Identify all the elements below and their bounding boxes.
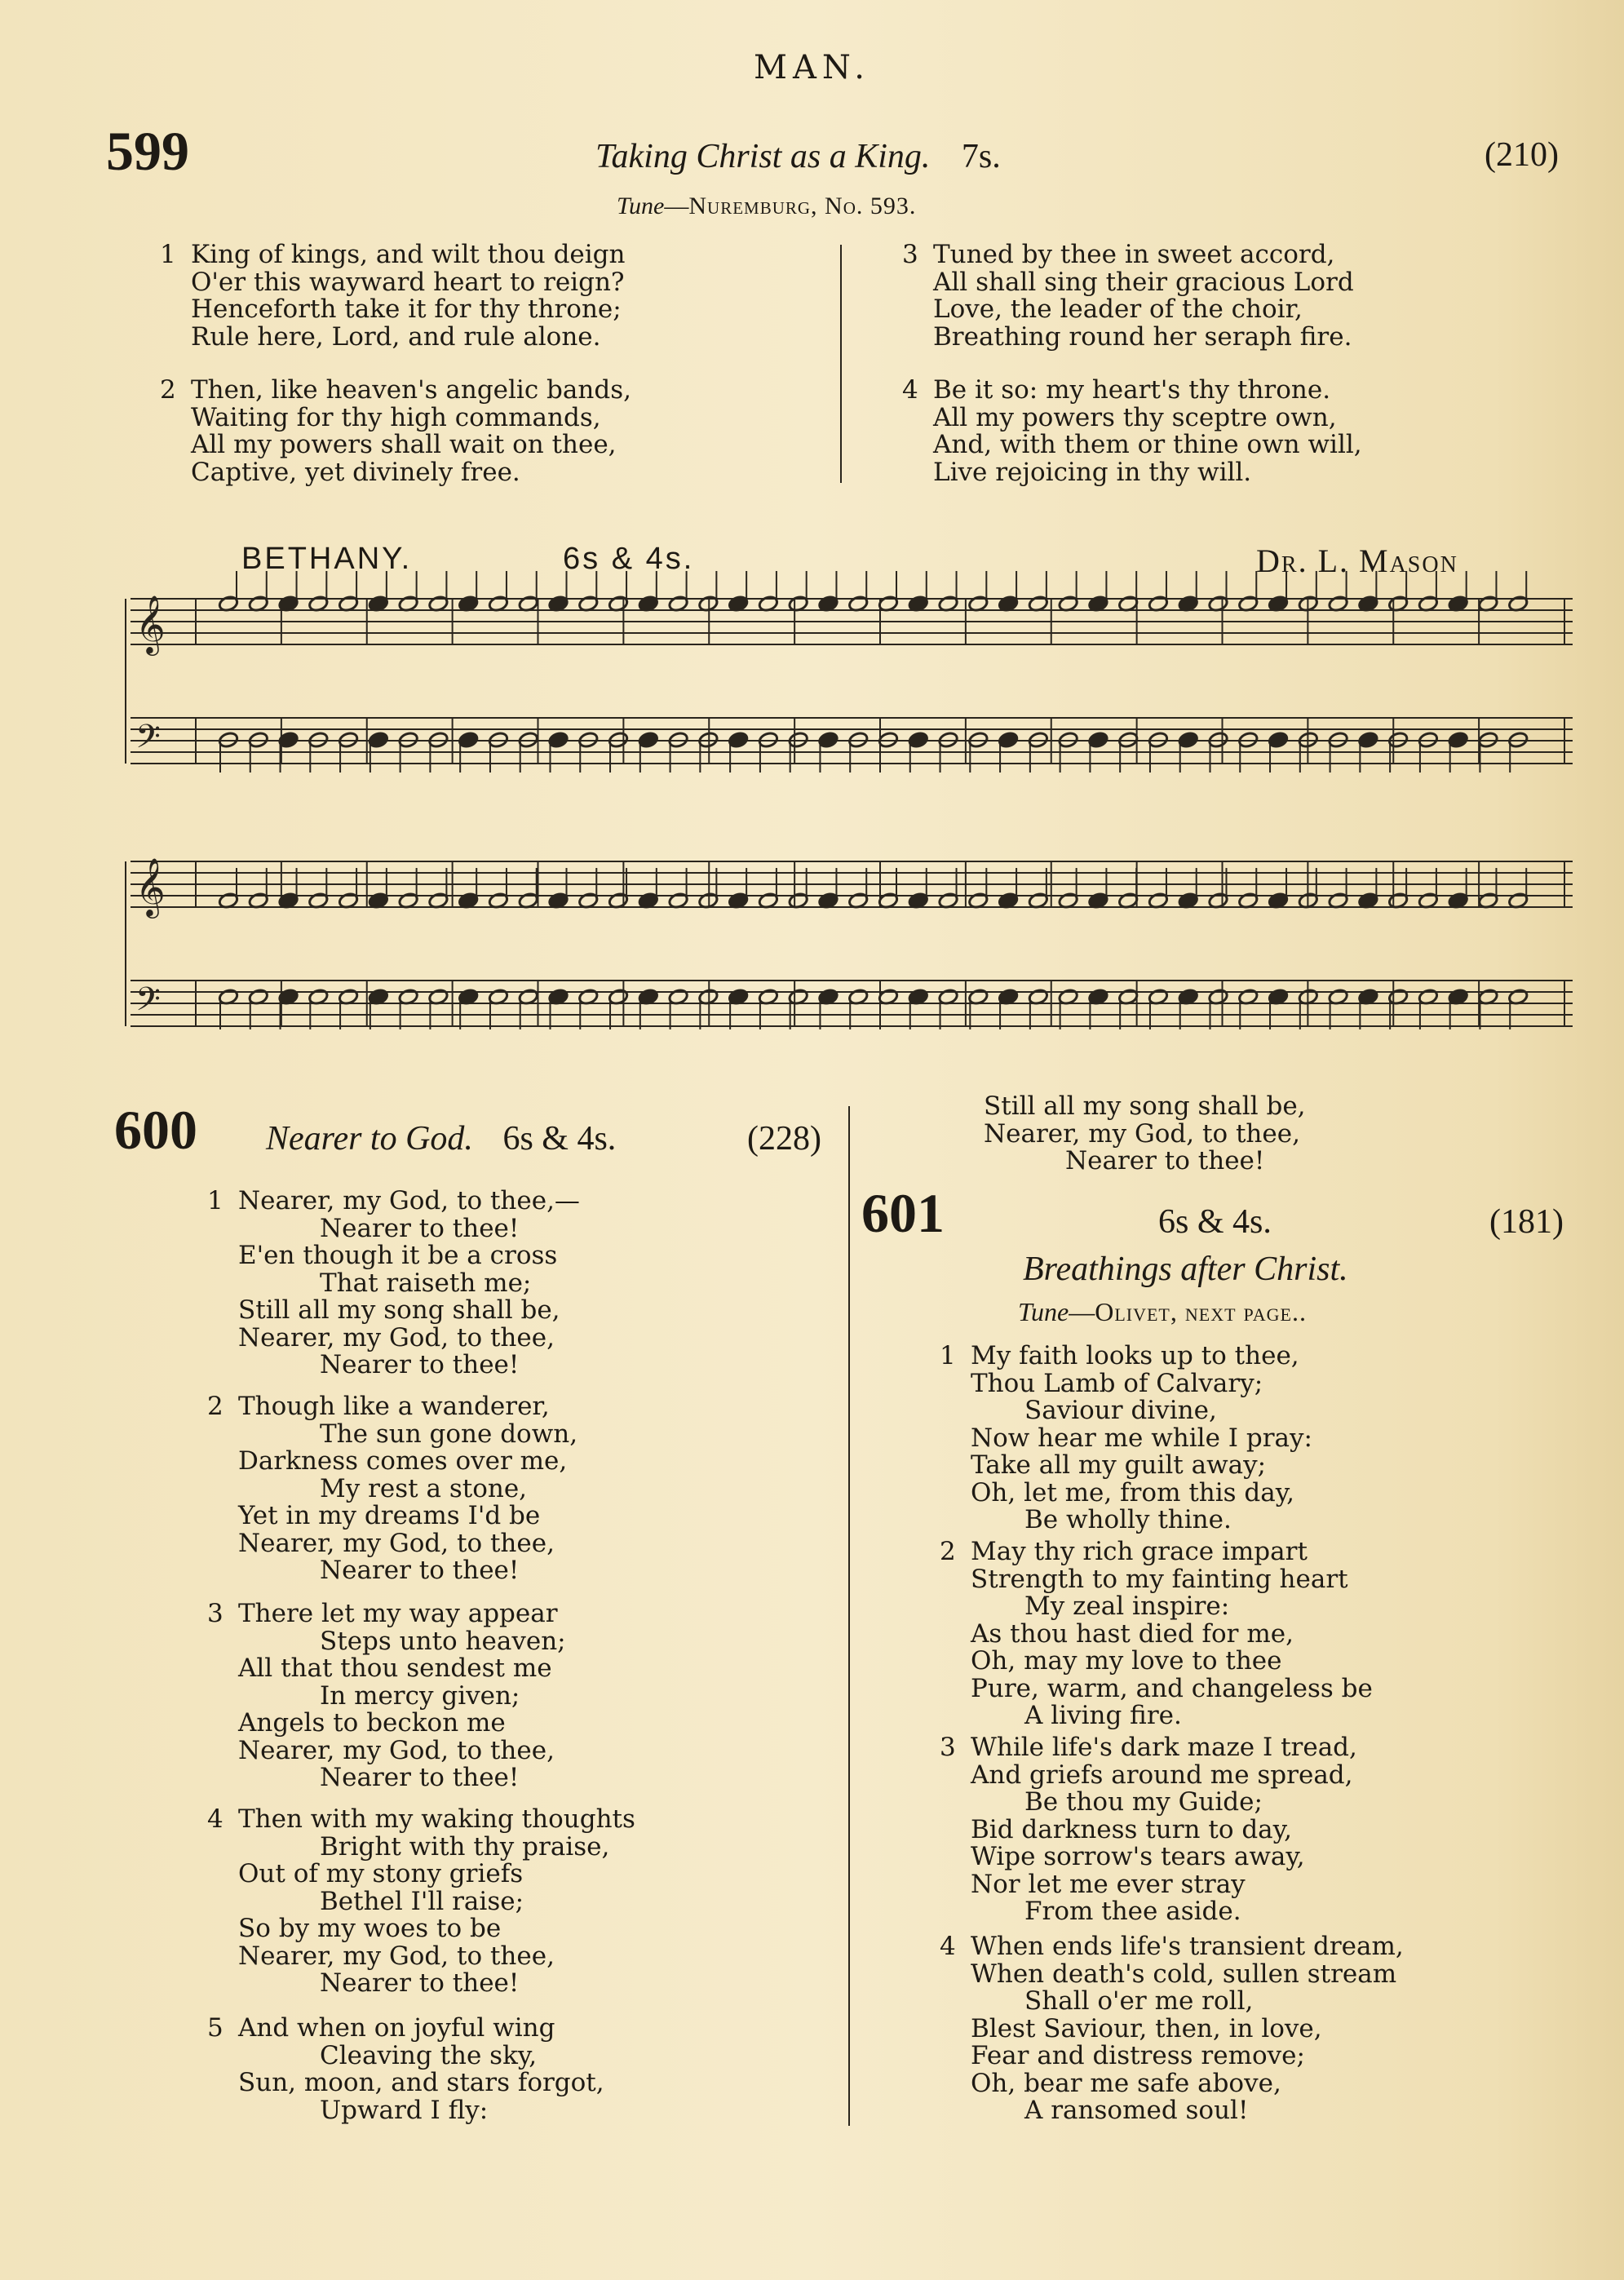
hymn-599-title: Taking Christ as a King. xyxy=(595,138,931,175)
stanza-line: Thou Lamb of Calvary; xyxy=(971,1368,1263,1398)
stanza-line: Captive, yet divinely free. xyxy=(191,457,520,487)
stanza-line: As thou hast died for me, xyxy=(971,1618,1294,1649)
stanza-line: There let my way appear xyxy=(238,1599,558,1628)
stanza-line: So by my woes to be xyxy=(238,1914,502,1943)
stanza-line: Bright with thy praise, xyxy=(320,1831,610,1862)
hymn-601-number: 601 xyxy=(861,1182,945,1244)
stanza-line: Nearer, my God, to thee, xyxy=(238,1322,555,1353)
hymn-600-number: 600 xyxy=(114,1099,197,1161)
stanza-line: Be thou my Guide; xyxy=(1024,1787,1263,1817)
hymn-599-tune: Tune—Nuremburg, No. 593. xyxy=(617,193,917,219)
stanza-line: Saviour divine, xyxy=(1024,1396,1217,1425)
stanza-line: All shall sing their gracious Lord xyxy=(933,267,1354,297)
stanza-number: 3 xyxy=(940,1733,956,1762)
stanza-line: My faith looks up to thee, xyxy=(971,1341,1299,1370)
hymn-599-tune-name: Nuremburg, No. 593. xyxy=(688,193,917,219)
hymn-600-meter: 6s & 4s. xyxy=(502,1120,617,1158)
stanza-line: A living fire. xyxy=(1024,1701,1182,1730)
stanza-line: Darkness comes over me, xyxy=(238,1446,568,1476)
stanza-line: Though like a wanderer, xyxy=(238,1392,550,1421)
stanza-line: That raiseth me; xyxy=(320,1268,532,1298)
stanza-line: And, with them or thine own will, xyxy=(933,430,1362,459)
stanza-line: Blest Saviour, then, in love, xyxy=(971,2013,1322,2043)
stanza-line: Nearer, my God, to thee, xyxy=(238,1941,555,1971)
hymn-601-title-line xyxy=(1023,1250,1348,1289)
hymn-600-ref: (228) xyxy=(747,1120,821,1158)
music-composer: Dr. L. Mason xyxy=(1256,542,1458,579)
stanza-line: And griefs around me spread, xyxy=(971,1760,1353,1790)
stanza-line: Bid darkness turn to day, xyxy=(971,1814,1292,1844)
hymn-600-title-line xyxy=(266,1119,616,1158)
stanza-line: A ransomed soul! xyxy=(1024,2096,1249,2125)
bass-clef-icon: 𝄢 xyxy=(135,981,161,1026)
stanza-number: 2 xyxy=(160,375,176,405)
stanza-line: The sun gone down, xyxy=(320,1419,578,1449)
stanza-number: 2 xyxy=(940,1537,956,1566)
stanza-line: From thee aside. xyxy=(1024,1897,1241,1926)
stanza-line: Still all my song shall be, xyxy=(238,1295,560,1325)
treble-clef-icon: 𝄞 xyxy=(135,594,166,653)
stanza-line: May thy rich grace impart xyxy=(971,1537,1308,1566)
treble-clef-icon: 𝄞 xyxy=(135,857,166,916)
stanza-line: Nor let me ever stray xyxy=(971,1869,1246,1899)
stanza-line: Yet in my dreams I'd be xyxy=(238,1501,541,1530)
stanza-line: Then with my waking thoughts xyxy=(238,1804,635,1834)
stanza-line: Nearer, my God, to thee, xyxy=(984,1118,1300,1149)
stanza-line: Rule here, Lord, and rule alone. xyxy=(191,321,601,352)
hymn-599-ref: (210) xyxy=(1485,136,1559,174)
stanza-line: Be wholly thine. xyxy=(1024,1505,1232,1534)
stanza-line: And when on joyful wing xyxy=(238,2013,555,2043)
stanza-line: Waiting for thy high commands, xyxy=(191,402,601,432)
stanza-number: 3 xyxy=(207,1599,223,1628)
stanza-line: All that thou sendest me xyxy=(238,1654,552,1683)
hymn-601-title: Breathings after Christ. xyxy=(1023,1251,1348,1288)
stanza-line: E'en though it be a cross xyxy=(238,1241,558,1270)
stanza-number: 3 xyxy=(902,240,918,269)
hymn-601-stanza-3 xyxy=(940,1734,1357,1926)
stanza-number: 1 xyxy=(207,1186,223,1215)
stanza-number: 4 xyxy=(940,1932,956,1961)
hymn-601-stanza-4 xyxy=(940,1933,1404,2125)
hymn-599-tune-label: Tune xyxy=(617,193,665,219)
stanza-line: Cleaving the sky, xyxy=(320,2040,538,2070)
stanza-line: Bethel I'll raise; xyxy=(320,1886,524,1916)
stanza-number: 1 xyxy=(160,240,176,269)
stanza-line: Nearer to thee! xyxy=(320,1213,520,1243)
stanza-line: Oh, may my love to thee xyxy=(971,1646,1282,1676)
hymn-601-tune: Tune—Olivet, next page.. xyxy=(1018,1297,1307,1326)
stanza-line: Tuned by thee in sweet accord, xyxy=(933,240,1335,269)
hymn-600-stanza-4 xyxy=(207,1806,635,1998)
stanza-number: 4 xyxy=(902,375,918,405)
stanza-line: Now hear me while I pray: xyxy=(971,1423,1312,1453)
hymn-601-tune-label: Tune xyxy=(1018,1297,1069,1326)
stanza-line: Fear and distress remove; xyxy=(971,2041,1305,2070)
hymn-601-meter: 6s & 4s. xyxy=(1158,1203,1272,1241)
stanza-line: Then, like heaven's angelic bands, xyxy=(191,375,631,405)
hymn-600-stanza-2 xyxy=(207,1393,577,1585)
stanza-line: Nearer to thee! xyxy=(320,1556,520,1585)
hymn-600-stanza-1 xyxy=(207,1188,580,1379)
stanza-line: My rest a stone, xyxy=(320,1473,528,1503)
bass-clef-icon: 𝄢 xyxy=(135,718,161,764)
stanza-line: Nearer, my God, to thee, xyxy=(238,1735,555,1765)
music-meter: 6s & 4s. xyxy=(563,542,695,576)
hymn-601-tune-name: Olivet, next page.. xyxy=(1095,1297,1307,1326)
stanza-line: Love, the leader of the choir, xyxy=(933,294,1303,324)
music-notes xyxy=(218,571,1529,1029)
hymn-600-stanza-3 xyxy=(207,1600,566,1792)
stanza-line: Oh, bear me safe above, xyxy=(971,2068,1281,2098)
stanza-line: Out of my stony griefs xyxy=(238,1859,524,1888)
stanza-line: Pure, warm, and changeless be xyxy=(971,1673,1373,1703)
stanza-line: All my powers thy sceptre own, xyxy=(933,402,1337,432)
stanza-line: Nearer to thee! xyxy=(320,1350,520,1379)
stanza-line: In mercy given; xyxy=(320,1680,520,1711)
stanza-line: My zeal inspire: xyxy=(1024,1592,1230,1621)
hymn-601-stanza-1 xyxy=(940,1343,1312,1534)
staff-lines xyxy=(126,594,1573,1026)
stanza-line: Take all my guilt away; xyxy=(971,1450,1267,1480)
stanza-line: Nearer, my God, to thee,— xyxy=(238,1186,580,1215)
stanza-line: Nearer to thee! xyxy=(1065,1146,1265,1175)
stanza-number: 4 xyxy=(207,1804,223,1834)
music-tune-name: BETHANY. xyxy=(241,542,413,576)
stanza-line: Oh, let me, from this day, xyxy=(971,1477,1294,1507)
stanza-line: O'er this wayward heart to reign? xyxy=(191,267,625,297)
stanza-line: Still all my song shall be, xyxy=(984,1091,1306,1121)
stanza-line: Henceforth take it for thy throne; xyxy=(191,294,622,324)
stanza-line: Nearer, my God, to thee, xyxy=(238,1528,555,1558)
stanza-line: Shall o'er me roll, xyxy=(1024,1986,1254,2016)
stanza-line: Strength to my fainting heart xyxy=(971,1564,1348,1594)
hymn-600-title: Nearer to God. xyxy=(266,1120,473,1158)
stanza-line: Angels to beckon me xyxy=(238,1708,506,1738)
stanza-line: Breathing round her seraph fire. xyxy=(933,321,1352,352)
stanza-number: 1 xyxy=(940,1341,956,1370)
stanza-line: When death's cold, sullen stream xyxy=(971,1959,1397,1989)
stanza-line: Be it so: my heart's thy throne. xyxy=(933,375,1331,405)
stanza-line: King of kings, and wilt thou deign xyxy=(191,240,626,269)
stanza-line: Wipe sorrow's tears away, xyxy=(971,1842,1305,1871)
stanza-line: Steps unto heaven; xyxy=(320,1626,566,1656)
stanza-line: All my powers shall wait on thee, xyxy=(191,430,617,459)
hymn-600-stanza-5 xyxy=(207,2015,604,2124)
hymn-600-stanza-5-continued xyxy=(984,1093,1306,1175)
stanza-line: Upward I fly: xyxy=(320,2095,489,2125)
hymn-599-meter: 7s. xyxy=(961,138,1001,175)
hymn-601-stanza-2 xyxy=(940,1538,1373,1730)
hymn-601-ref: (181) xyxy=(1489,1203,1564,1241)
stanza-number: 2 xyxy=(207,1392,223,1421)
column-divider xyxy=(848,1106,850,2126)
stanza-line: While life's dark maze I tread, xyxy=(971,1733,1357,1762)
stanza-line: Nearer to thee! xyxy=(320,1968,520,1998)
stanza-number: 5 xyxy=(207,2013,223,2043)
page-header: MAN. xyxy=(754,49,870,86)
stanza-line: Live rejoicing in thy will. xyxy=(933,457,1252,487)
stanza-line: Sun, moon, and stars forgot, xyxy=(238,2068,604,2097)
stanza-line: Nearer to thee! xyxy=(320,1763,520,1792)
stanza-line: When ends life's transient dream, xyxy=(971,1932,1404,1961)
hymn-599-number: 599 xyxy=(106,120,189,182)
